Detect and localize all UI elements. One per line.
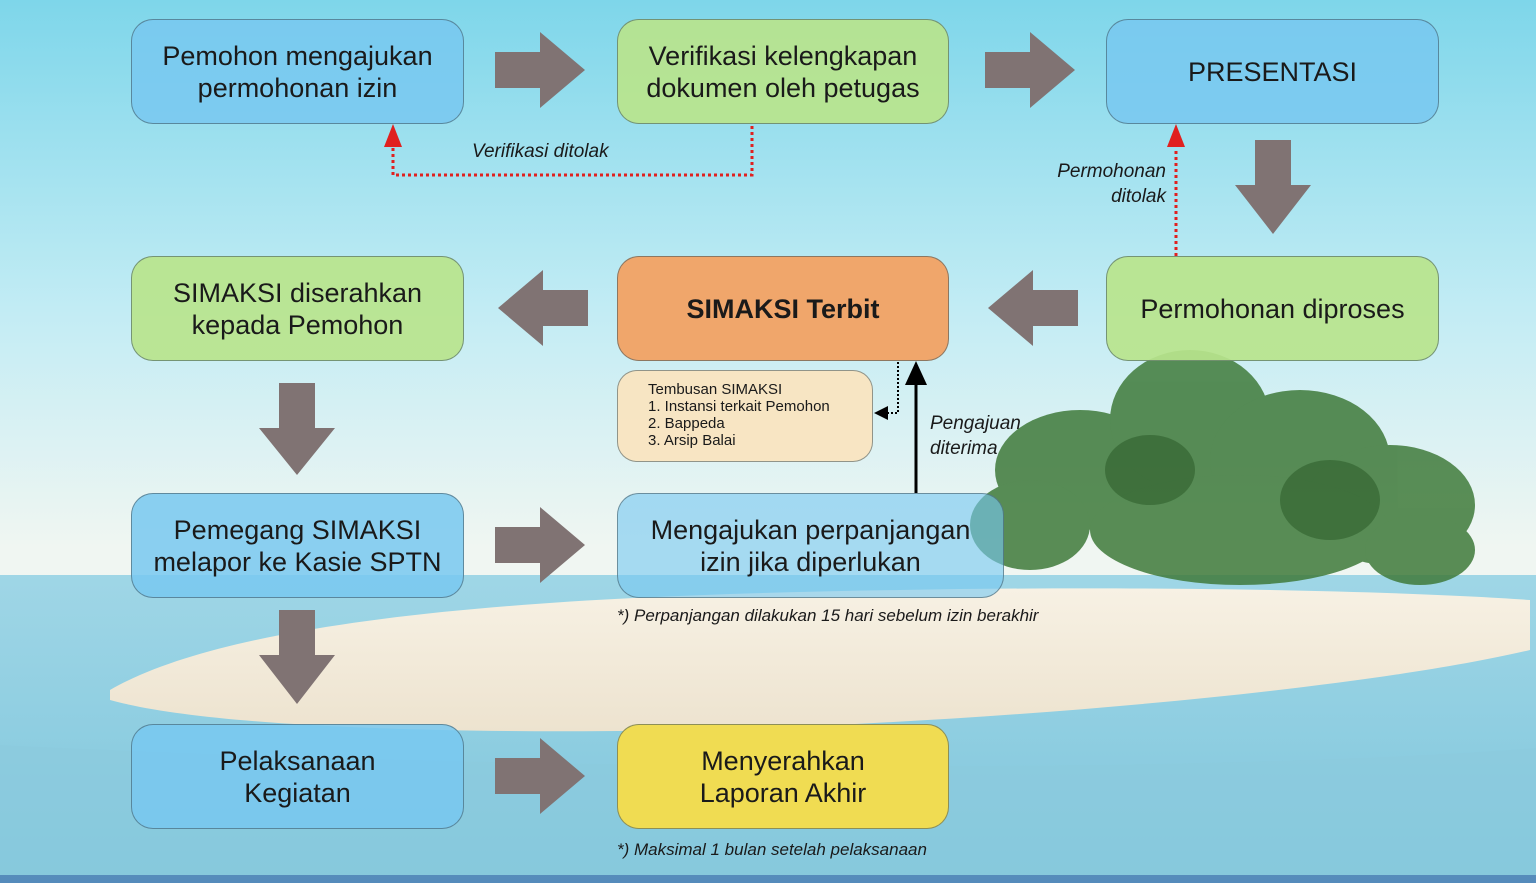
arrow-left-2 bbox=[498, 270, 588, 346]
tembusan-arrowhead bbox=[874, 406, 888, 420]
node-diproses-text: Permohonan diproses bbox=[1140, 293, 1405, 324]
tembusan-item: 2. Bappeda bbox=[648, 415, 725, 432]
tembusan-box bbox=[617, 370, 873, 462]
node-diserahkan-text: SIMAKSI diserahkan kepada Pemohon bbox=[172, 277, 423, 340]
tembusan-title: Tembusan SIMAKSI bbox=[648, 381, 783, 398]
node-perpanjangan-text: Mengajukan perpanjangan izin jika diperlukan bbox=[650, 514, 971, 577]
node-laporan bbox=[617, 724, 949, 829]
footnote-perpanjangan: *) Perpanjangan dilakukan 15 hari sebelum izin berakhir bbox=[617, 606, 1039, 625]
node-pelaksanaan bbox=[131, 724, 464, 829]
node-terbit bbox=[617, 256, 949, 361]
tembusan-item: 1. Instansi terkait Pemohon bbox=[648, 398, 830, 415]
node-pemohon-text: Pemohon mengajukan permohonan izin bbox=[162, 40, 433, 103]
node-pemegang-text: Pemegang SIMAKSI melapor ke Kasie SPTN bbox=[153, 514, 442, 577]
node-presentasi-text: PRESENTASI bbox=[1187, 56, 1358, 87]
tembusan-item: 3. Arsip Balai bbox=[648, 432, 736, 449]
arrow-right-4 bbox=[495, 738, 585, 814]
node-diproses bbox=[1106, 256, 1439, 361]
arrow-down-pemegang bbox=[259, 610, 335, 704]
node-diserahkan bbox=[131, 256, 464, 361]
node-pemohon bbox=[131, 19, 464, 124]
arrow-right-2 bbox=[985, 32, 1075, 108]
arrow-down-diserahkan bbox=[259, 383, 335, 475]
label-pengajuan-diterima: Pengajuan diterima bbox=[930, 413, 1021, 459]
label-permohonan-ditolak: Permohonan ditolak bbox=[1057, 161, 1166, 207]
arrow-down-presentasi bbox=[1235, 140, 1311, 234]
arrow-right-3 bbox=[495, 507, 585, 583]
arrow-left-1 bbox=[988, 270, 1078, 346]
label-verifikasi-ditolak: Verifikasi ditolak bbox=[472, 141, 609, 162]
permohonan-reject-arrowhead bbox=[1167, 124, 1185, 147]
tembusan-connector bbox=[888, 362, 898, 413]
verifikasi-reject-arrowhead bbox=[384, 124, 402, 147]
arrow-right-1 bbox=[495, 32, 585, 108]
node-perpanjangan bbox=[617, 493, 1004, 598]
node-verifikasi bbox=[617, 19, 949, 124]
node-laporan-text: Menyerahkan Laporan Akhir bbox=[699, 745, 867, 808]
node-verifikasi-text: Verifikasi kelengkapan dokumen oleh petugas bbox=[646, 40, 920, 103]
footnote-laporan: *) Maksimal 1 bulan setelah pelaksanaan bbox=[617, 840, 927, 859]
pengajuan-accept-arrowhead bbox=[905, 361, 927, 385]
node-pemegang bbox=[131, 493, 464, 598]
node-presentasi bbox=[1106, 19, 1439, 124]
node-terbit-text: SIMAKSI Terbit bbox=[686, 293, 880, 324]
node-pelaksanaan-text: Pelaksanaan Kegiatan bbox=[219, 745, 376, 808]
